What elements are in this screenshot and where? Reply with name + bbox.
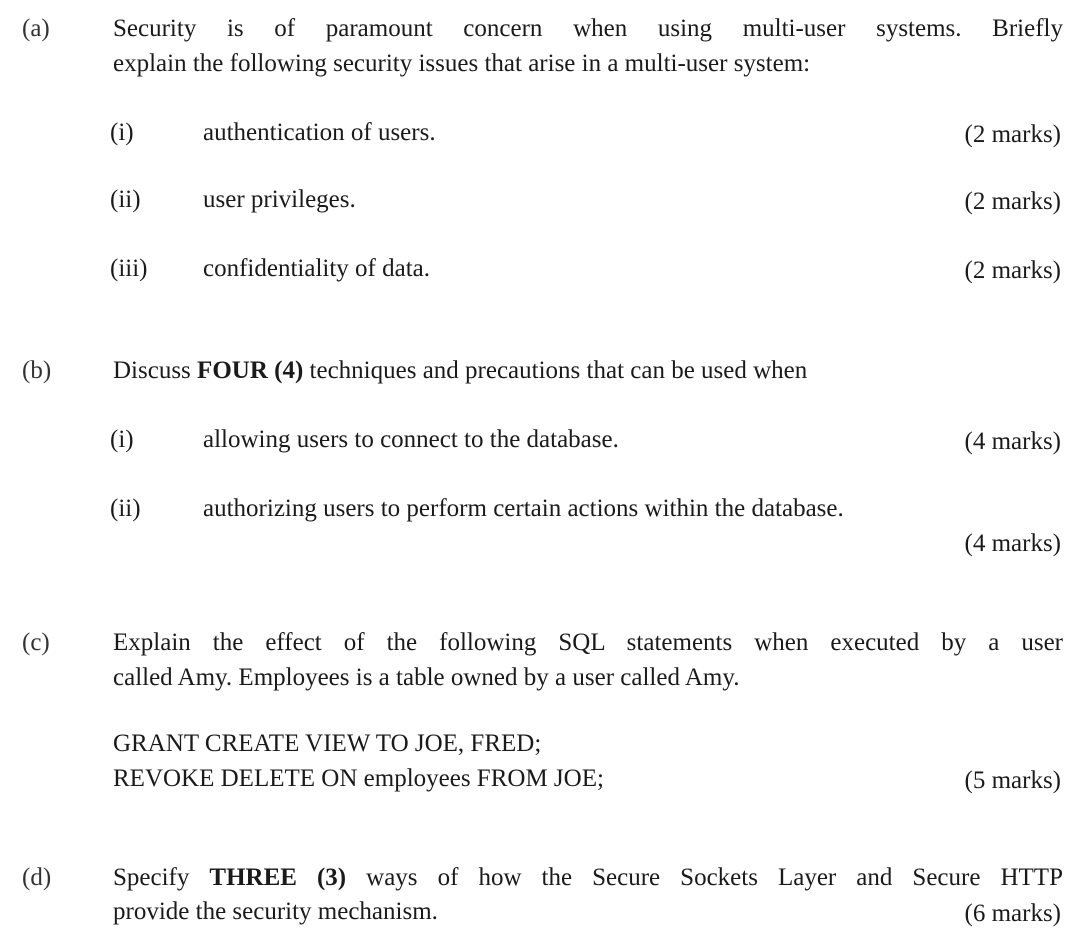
question-b-item-1-num: (i) (110, 426, 134, 453)
sql-statement-1: GRANT CREATE VIEW TO JOE, FRED; (113, 730, 542, 757)
question-b-intro-bold: FOUR (4) (197, 357, 304, 384)
question-a-item-3-text: confidentiality of data. (203, 255, 431, 282)
question-a-intro-line1: Security is of paramount concern when using multi-user systems. Briefly (113, 15, 1063, 42)
question-d-line1-prefix: Specify (113, 864, 210, 891)
question-d-line1-suffix: ways of how the Secure Sockets Layer and Secure HTTP (346, 864, 1063, 891)
question-b-label: (b) (22, 357, 52, 384)
question-d-line2: provide the security mechanism. (113, 898, 438, 925)
question-a-item-2-marks: (2 marks) (964, 188, 1061, 215)
question-b-item-2-num: (ii) (110, 495, 141, 522)
question-c-intro-line1: Explain the effect of the following SQL statements when executed by a user (113, 629, 1063, 656)
question-d-line1 (113, 863, 1063, 893)
question-b-item-2-text: authorizing users to perform certain actions within the database. (203, 495, 844, 522)
question-d-label: (d) (22, 864, 52, 891)
question-b-item-1-text: allowing users to connect to the database. (203, 426, 619, 453)
question-b-item-1-marks: (4 marks) (964, 428, 1061, 455)
question-c-label: (c) (22, 629, 50, 656)
question-b-intro (113, 356, 807, 386)
question-a-item-3-marks: (2 marks) (964, 257, 1061, 284)
question-b-intro-suffix: techniques and precautions that can be used when (303, 357, 808, 384)
question-d-marks: (6 marks) (964, 900, 1061, 927)
question-a-item-3-num: (iii) (110, 255, 148, 282)
question-a-item-1-marks: (2 marks) (964, 121, 1061, 148)
question-a-item-2-text: user privileges. (203, 186, 356, 213)
question-c-intro-line2: called Amy. Employees is a table owned by a user called Amy. (113, 664, 740, 691)
question-a-item-1-text: authentication of users. (203, 119, 436, 146)
question-d-line1-bold: THREE (3) (209, 864, 347, 891)
question-b-intro-prefix: Discuss (113, 357, 198, 384)
question-a-label: (a) (22, 15, 50, 42)
question-a-item-2-num: (ii) (110, 186, 141, 213)
question-a-intro-line2: explain the following security issues that arise in a multi-user system: (113, 50, 811, 77)
question-a-item-1-num: (i) (110, 119, 134, 146)
sql-statement-2: REVOKE DELETE ON employees FROM JOE; (113, 765, 604, 792)
question-b-item-2-marks: (4 marks) (964, 530, 1061, 557)
question-c-marks: (5 marks) (964, 767, 1061, 794)
